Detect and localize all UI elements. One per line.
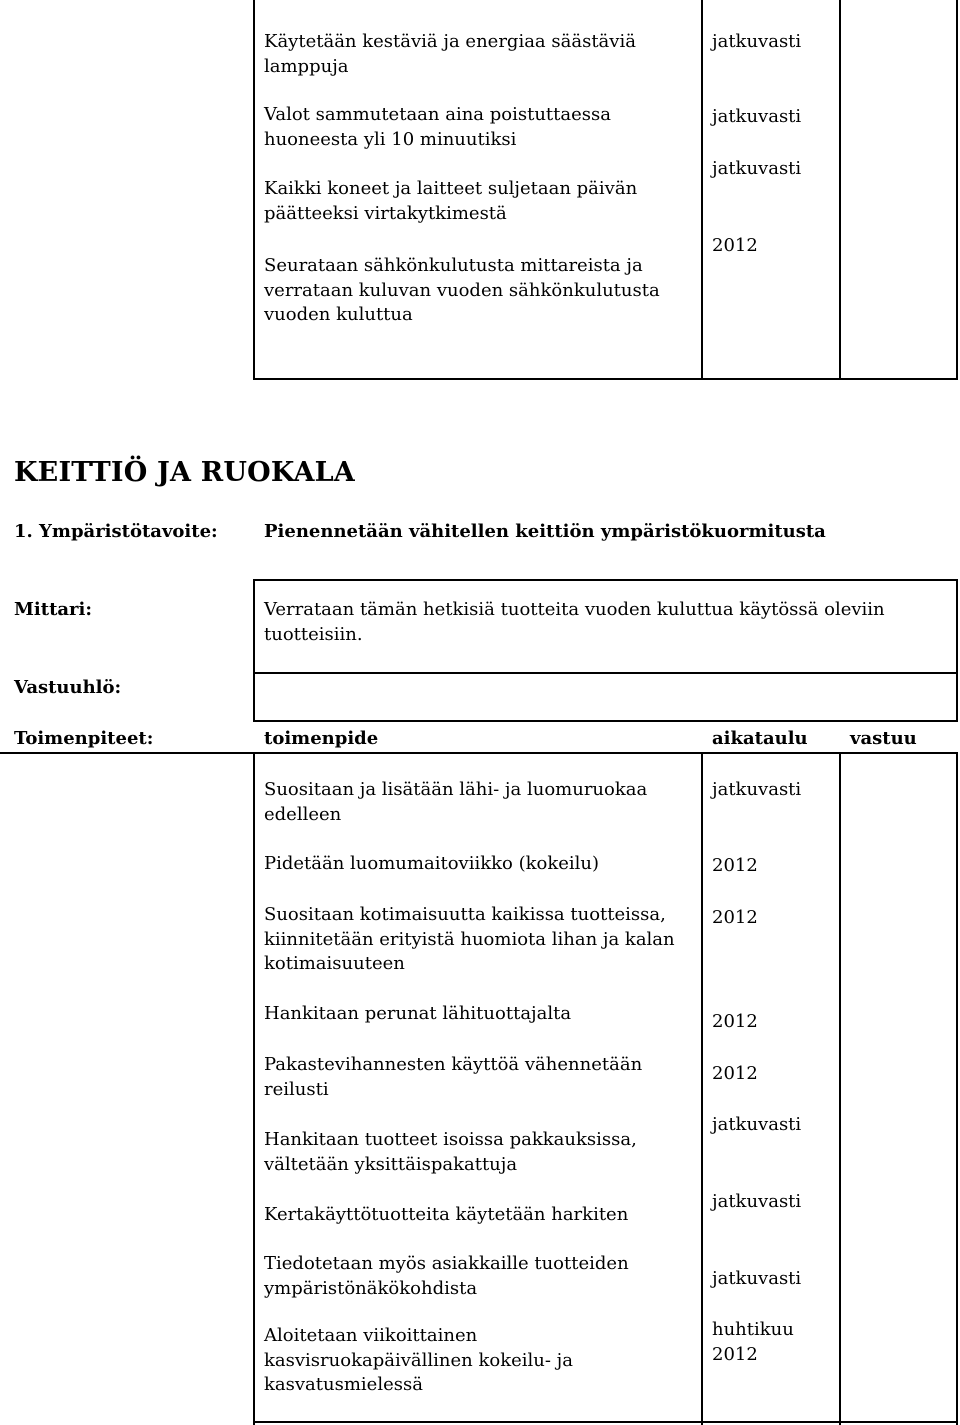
column-header-responsible: vastuu [850,728,917,749]
actions-label: Toimenpiteet: [14,728,154,749]
table-cell-schedule: jatkuvasti [712,1191,802,1212]
table-cell-action: Kertakäyttötuotteita käytetään harkiten [264,1204,629,1225]
table-border-right [956,752,958,1425]
table-cell-schedule: jatkuvasti [712,158,802,179]
header-underline [0,752,958,754]
table-cell-action: Aloitetaan viikoittainen kasvisruokapäivällinen kokeilu- ja kasvatusmielessä [264,1325,573,1395]
meter-label: Mittari: [14,599,93,620]
table-cell-schedule: jatkuvasti [712,779,802,800]
goal-label: 1. Ympäristötavoite: [14,521,218,542]
table-cell-schedule: jatkuvasti [712,106,802,127]
table-cell-action: Tiedotetaan myös asiakkaille tuotteiden ympäristönäkökohdista [264,1253,629,1299]
table-border-col2 [701,0,703,380]
table-border-left [253,752,255,1425]
table-cell-schedule: huhtikuu 2012 [712,1319,794,1365]
table-cell-action: Valot sammutetaan aina poistuttaessa huoneesta yli 10 minuutiksi [264,104,611,150]
column-header-action: toimenpide [264,728,379,749]
responsible-label: Vastuuhlö: [14,677,122,698]
table-cell-schedule: 2012 [712,855,758,876]
table-border-col2 [701,752,703,1425]
table-cell-action: Seurataan sähkönkulutusta mittareista ja verrataan kuluvan vuoden sähkönkulutusta vuoden kuluttua [264,255,660,325]
table-border-col3 [839,0,841,380]
table-cell-schedule: jatkuvasti [712,31,802,52]
table-border-right [956,0,958,380]
table-cell-schedule: 2012 [712,235,758,256]
table-cell-action: Pakastevihannesten käyttöä vähennetään reilusti [264,1054,643,1100]
table-cell-schedule: 2012 [712,907,758,928]
table-cell-action: Kaikki koneet ja laitteet suljetaan päivän päätteeksi virtakytkimestä [264,178,638,224]
table-border-col3 [839,752,841,1425]
box-border-right [956,579,958,722]
table-cell-action: Käytetään kestäviä ja energiaa säästäviä lamppuja [264,31,636,77]
table-cell-action: Suositaan kotimaisuutta kaikissa tuotteissa, kiinnitetään erityistä huomiota lihan ja kalan kotimaisuuteen [264,904,675,974]
section-heading: KEITTIÖ JA RUOKALA [14,457,355,488]
table-border-bottom [253,1421,958,1423]
table-cell-schedule: 2012 [712,1011,758,1032]
box-border-left [253,579,255,722]
table-border-bottom [253,378,958,380]
goal-value: Pienennetään vähitellen keittiön ympäristökuormitusta [264,521,826,542]
column-header-schedule: aikataulu [712,728,808,749]
table-cell-action: Suositaan ja lisätään lähi- ja luomuruokaa edelleen [264,779,648,825]
table-cell-schedule: 2012 [712,1063,758,1084]
box-divider [253,672,958,674]
table-cell-action: Hankitaan perunat lähituottajalta [264,1003,572,1024]
table-border-left [253,0,255,380]
box-border-top [253,579,958,581]
table-cell-action: Pidetään luomumaitoviikko (kokeilu) [264,853,600,874]
meter-value: Verrataan tämän hetkisiä tuotteita vuoden kuluttua käytössä oleviin tuotteisiin. [264,599,885,645]
table-cell-schedule: jatkuvasti [712,1114,802,1135]
table-cell-action: Hankitaan tuotteet isoissa pakkauksissa, vältetään yksittäispakattuja [264,1129,637,1175]
box-border-bottom [253,720,958,722]
table-cell-schedule: jatkuvasti [712,1268,802,1289]
